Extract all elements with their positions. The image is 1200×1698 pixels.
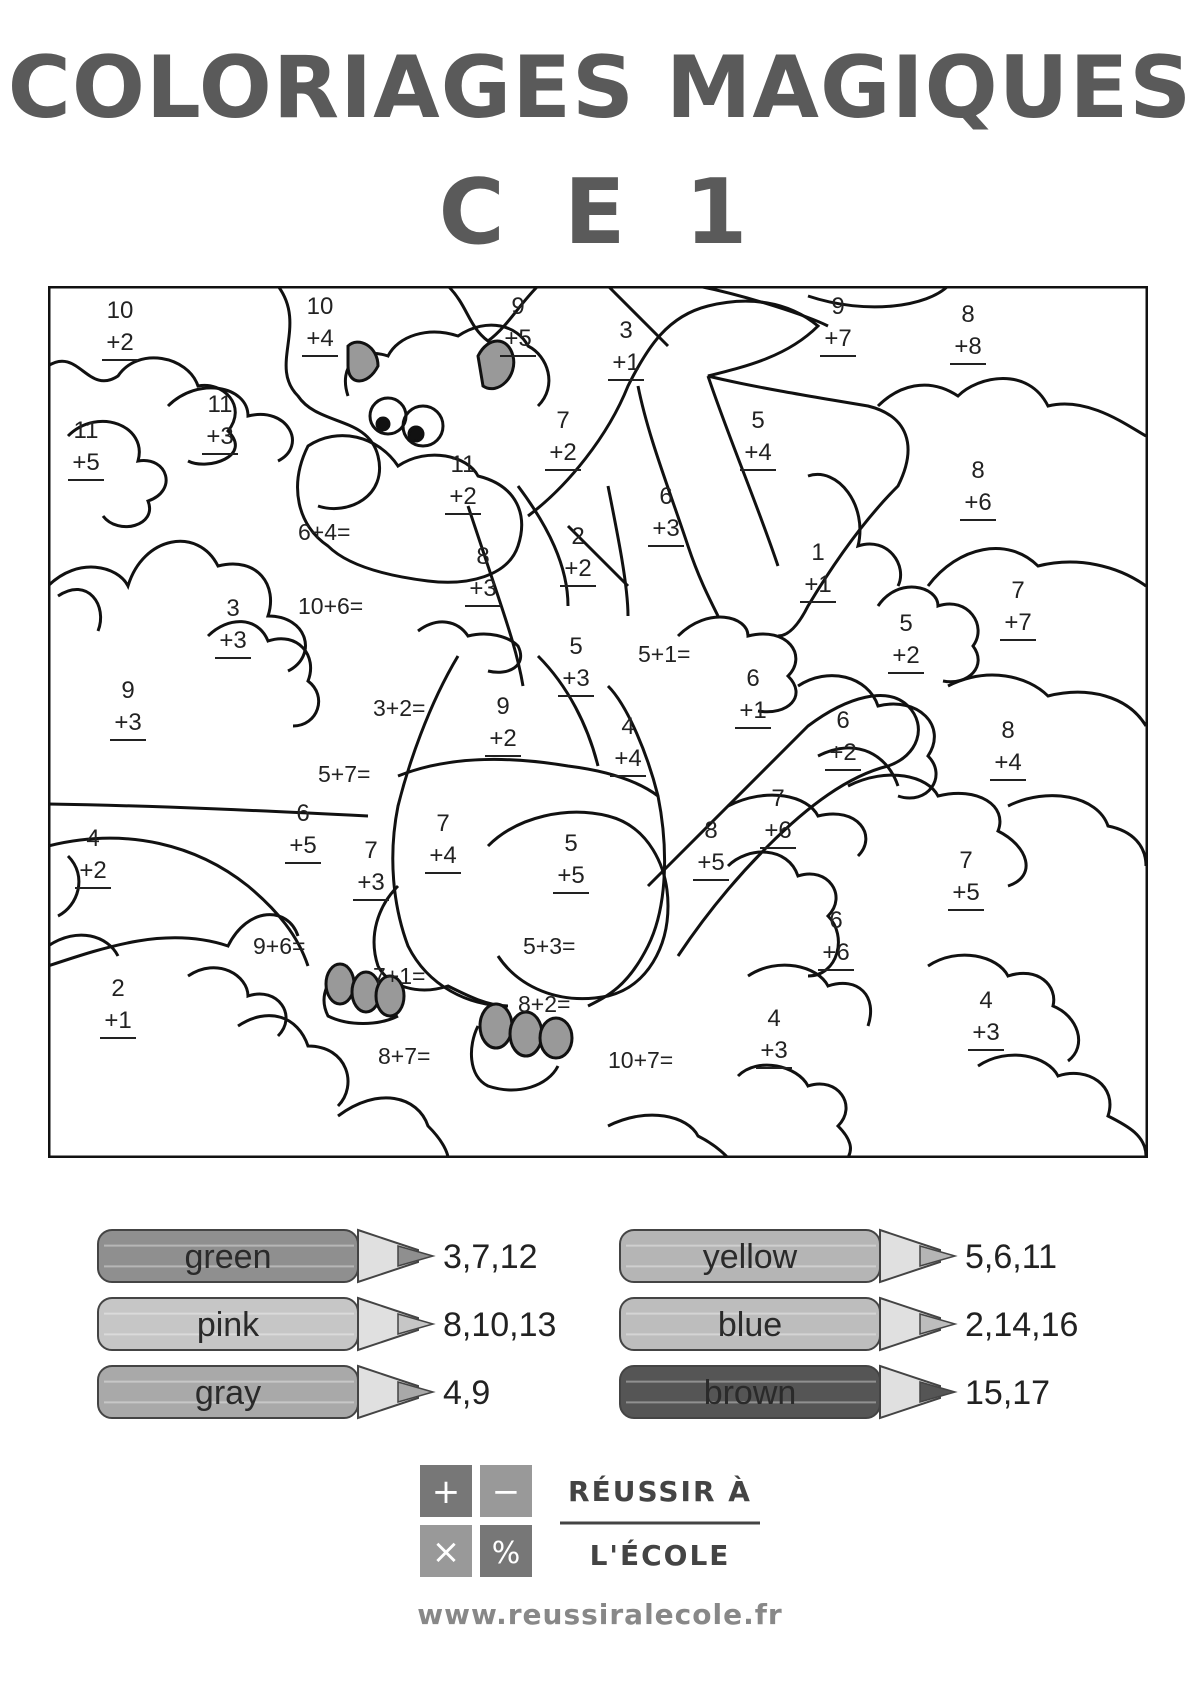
cell-second-number: +4 [306,325,334,352]
cell-second-number: +2 [549,439,577,466]
cell-second-number: +3 [357,869,385,896]
cell-second-number: +3 [114,709,142,736]
cell-first-number: 7 [771,785,785,812]
cell-second-number: +1 [612,349,640,376]
cell-first-number: 7 [556,407,570,434]
cell-first-number: 6 [746,665,760,692]
cell-first-number: 6 [296,800,310,827]
cell-first-number: 7 [436,810,450,837]
cell-second-number: +3 [972,1019,1000,1046]
cell-second-number: +1 [739,697,767,724]
cell-second-number: +3 [469,575,497,602]
cell-first-number: 11 [73,417,99,444]
pencil-numbers: 15,17 [965,1374,1051,1412]
cell-first-number: 5 [899,610,913,637]
cell-second-number: +3 [652,515,680,542]
cell-first-number: 6 [829,907,843,934]
cell-first-number: 5 [564,830,578,857]
pencil-numbers: 5,6,11 [965,1238,1058,1276]
cell-second-number: +5 [504,325,532,352]
cell-first-number: 9 [511,293,525,320]
cell-second-number: +3 [760,1037,788,1064]
cell-first-number: 3 [619,317,633,344]
minus-icon: − [491,1472,521,1512]
cell-second-number: +4 [744,439,772,466]
cell-second-number: +7 [824,325,852,352]
cell-first-number: 11 [207,391,233,418]
equation: 7+1= [373,963,426,989]
cell-first-number: 8 [704,817,718,844]
coloring-picture [48,286,1148,1158]
page-subtitle: C E 1 [438,160,762,265]
cell-first-number: 9 [831,293,845,320]
percent-icon: % [491,1536,521,1571]
page-title: COLORIAGES MAGIQUES [7,38,1193,138]
equation: 5+1= [638,641,691,667]
pencil-color-name: yellow [702,1238,798,1276]
cell-first-number: 8 [476,543,490,570]
equation: 9+6= [253,933,306,959]
cell-first-number: 11 [450,451,476,478]
cell-second-number: +7 [1004,609,1032,636]
logo-line1: RÉUSSIR À [568,1475,752,1508]
pencil-legend-item [620,1298,1078,1350]
number-cell [102,297,138,360]
cell-second-number: +4 [614,745,642,772]
equation: 5+7= [318,761,371,787]
cell-second-number: +6 [822,939,850,966]
equation: 10+7= [608,1047,674,1073]
equation: 5+3= [523,933,576,959]
cell-second-number: +5 [289,832,317,859]
equation: 8+2= [518,991,571,1017]
pencil-legend-item [98,1366,490,1418]
cell-first-number: 6 [836,707,850,734]
cell-first-number: 9 [121,677,135,704]
equation: 6+4= [298,519,351,545]
cell-first-number: 1 [811,539,825,566]
cell-first-number: 2 [571,523,585,550]
cell-first-number: 7 [959,847,973,874]
pencil-legend-item [98,1298,556,1350]
equation: 10+6= [298,593,364,619]
cell-first-number: 4 [979,987,993,1014]
number-cell [302,293,338,356]
pencil-legend-item [98,1230,538,1282]
cell-first-number: 4 [621,713,635,740]
pencil-legend-item [620,1366,1050,1418]
cell-second-number: +5 [952,879,980,906]
cell-second-number: +6 [764,817,792,844]
equation: 3+2= [373,695,426,721]
cell-first-number: 10 [306,293,334,320]
equation: 8+7= [378,1043,431,1069]
cell-second-number: +3 [219,627,247,654]
cell-first-number: 8 [1001,717,1015,744]
cell-second-number: +5 [557,862,585,889]
pencil-numbers: 3,7,12 [443,1238,538,1276]
cell-second-number: +4 [429,842,457,869]
cell-first-number: 9 [496,693,510,720]
cell-first-number: 7 [364,837,378,864]
logo-line2: L'ÉCOLE [589,1539,731,1572]
cell-first-number: 2 [111,975,125,1002]
cell-second-number: +3 [562,665,590,692]
cell-second-number: +1 [804,571,832,598]
cell-second-number: +2 [79,857,107,884]
pencil-color-name: gray [194,1374,262,1412]
cell-first-number: 5 [569,633,583,660]
pencil-color-name: pink [196,1306,260,1344]
cell-second-number: +5 [697,849,725,876]
pencil-color-name: brown [703,1374,797,1412]
cell-first-number: 4 [767,1005,781,1032]
cell-second-number: +8 [954,333,982,360]
cell-first-number: 7 [1011,577,1025,604]
cell-second-number: +3 [206,423,234,450]
cell-second-number: +2 [829,739,857,766]
cell-second-number: +2 [106,329,134,356]
plus-icon: + [431,1472,461,1512]
cell-first-number: 8 [961,301,975,328]
pencil-numbers: 2,14,16 [965,1306,1079,1344]
pencil-color-name: blue [717,1306,783,1344]
cell-second-number: +4 [994,749,1022,776]
cell-first-number: 10 [106,297,134,324]
pencil-numbers: 8,10,13 [443,1306,557,1344]
cell-first-number: 4 [86,825,100,852]
cell-second-number: +2 [449,483,477,510]
cell-second-number: +2 [892,642,920,669]
cell-first-number: 8 [971,457,985,484]
cell-second-number: +5 [72,449,100,476]
pencil-legend-item [620,1230,1057,1282]
cell-first-number: 6 [659,483,673,510]
pencil-color-name: green [184,1238,272,1276]
pencil-numbers: 4,9 [443,1374,491,1412]
cell-first-number: 5 [751,407,765,434]
cell-second-number: +1 [104,1007,132,1034]
cell-second-number: +2 [489,725,517,752]
times-icon: × [431,1532,461,1572]
site-url: www.reussiralecole.fr [417,1598,783,1631]
cell-second-number: +2 [564,555,592,582]
cell-second-number: +6 [964,489,992,516]
color-legend [0,1210,1200,1450]
cell-first-number: 3 [226,595,240,622]
